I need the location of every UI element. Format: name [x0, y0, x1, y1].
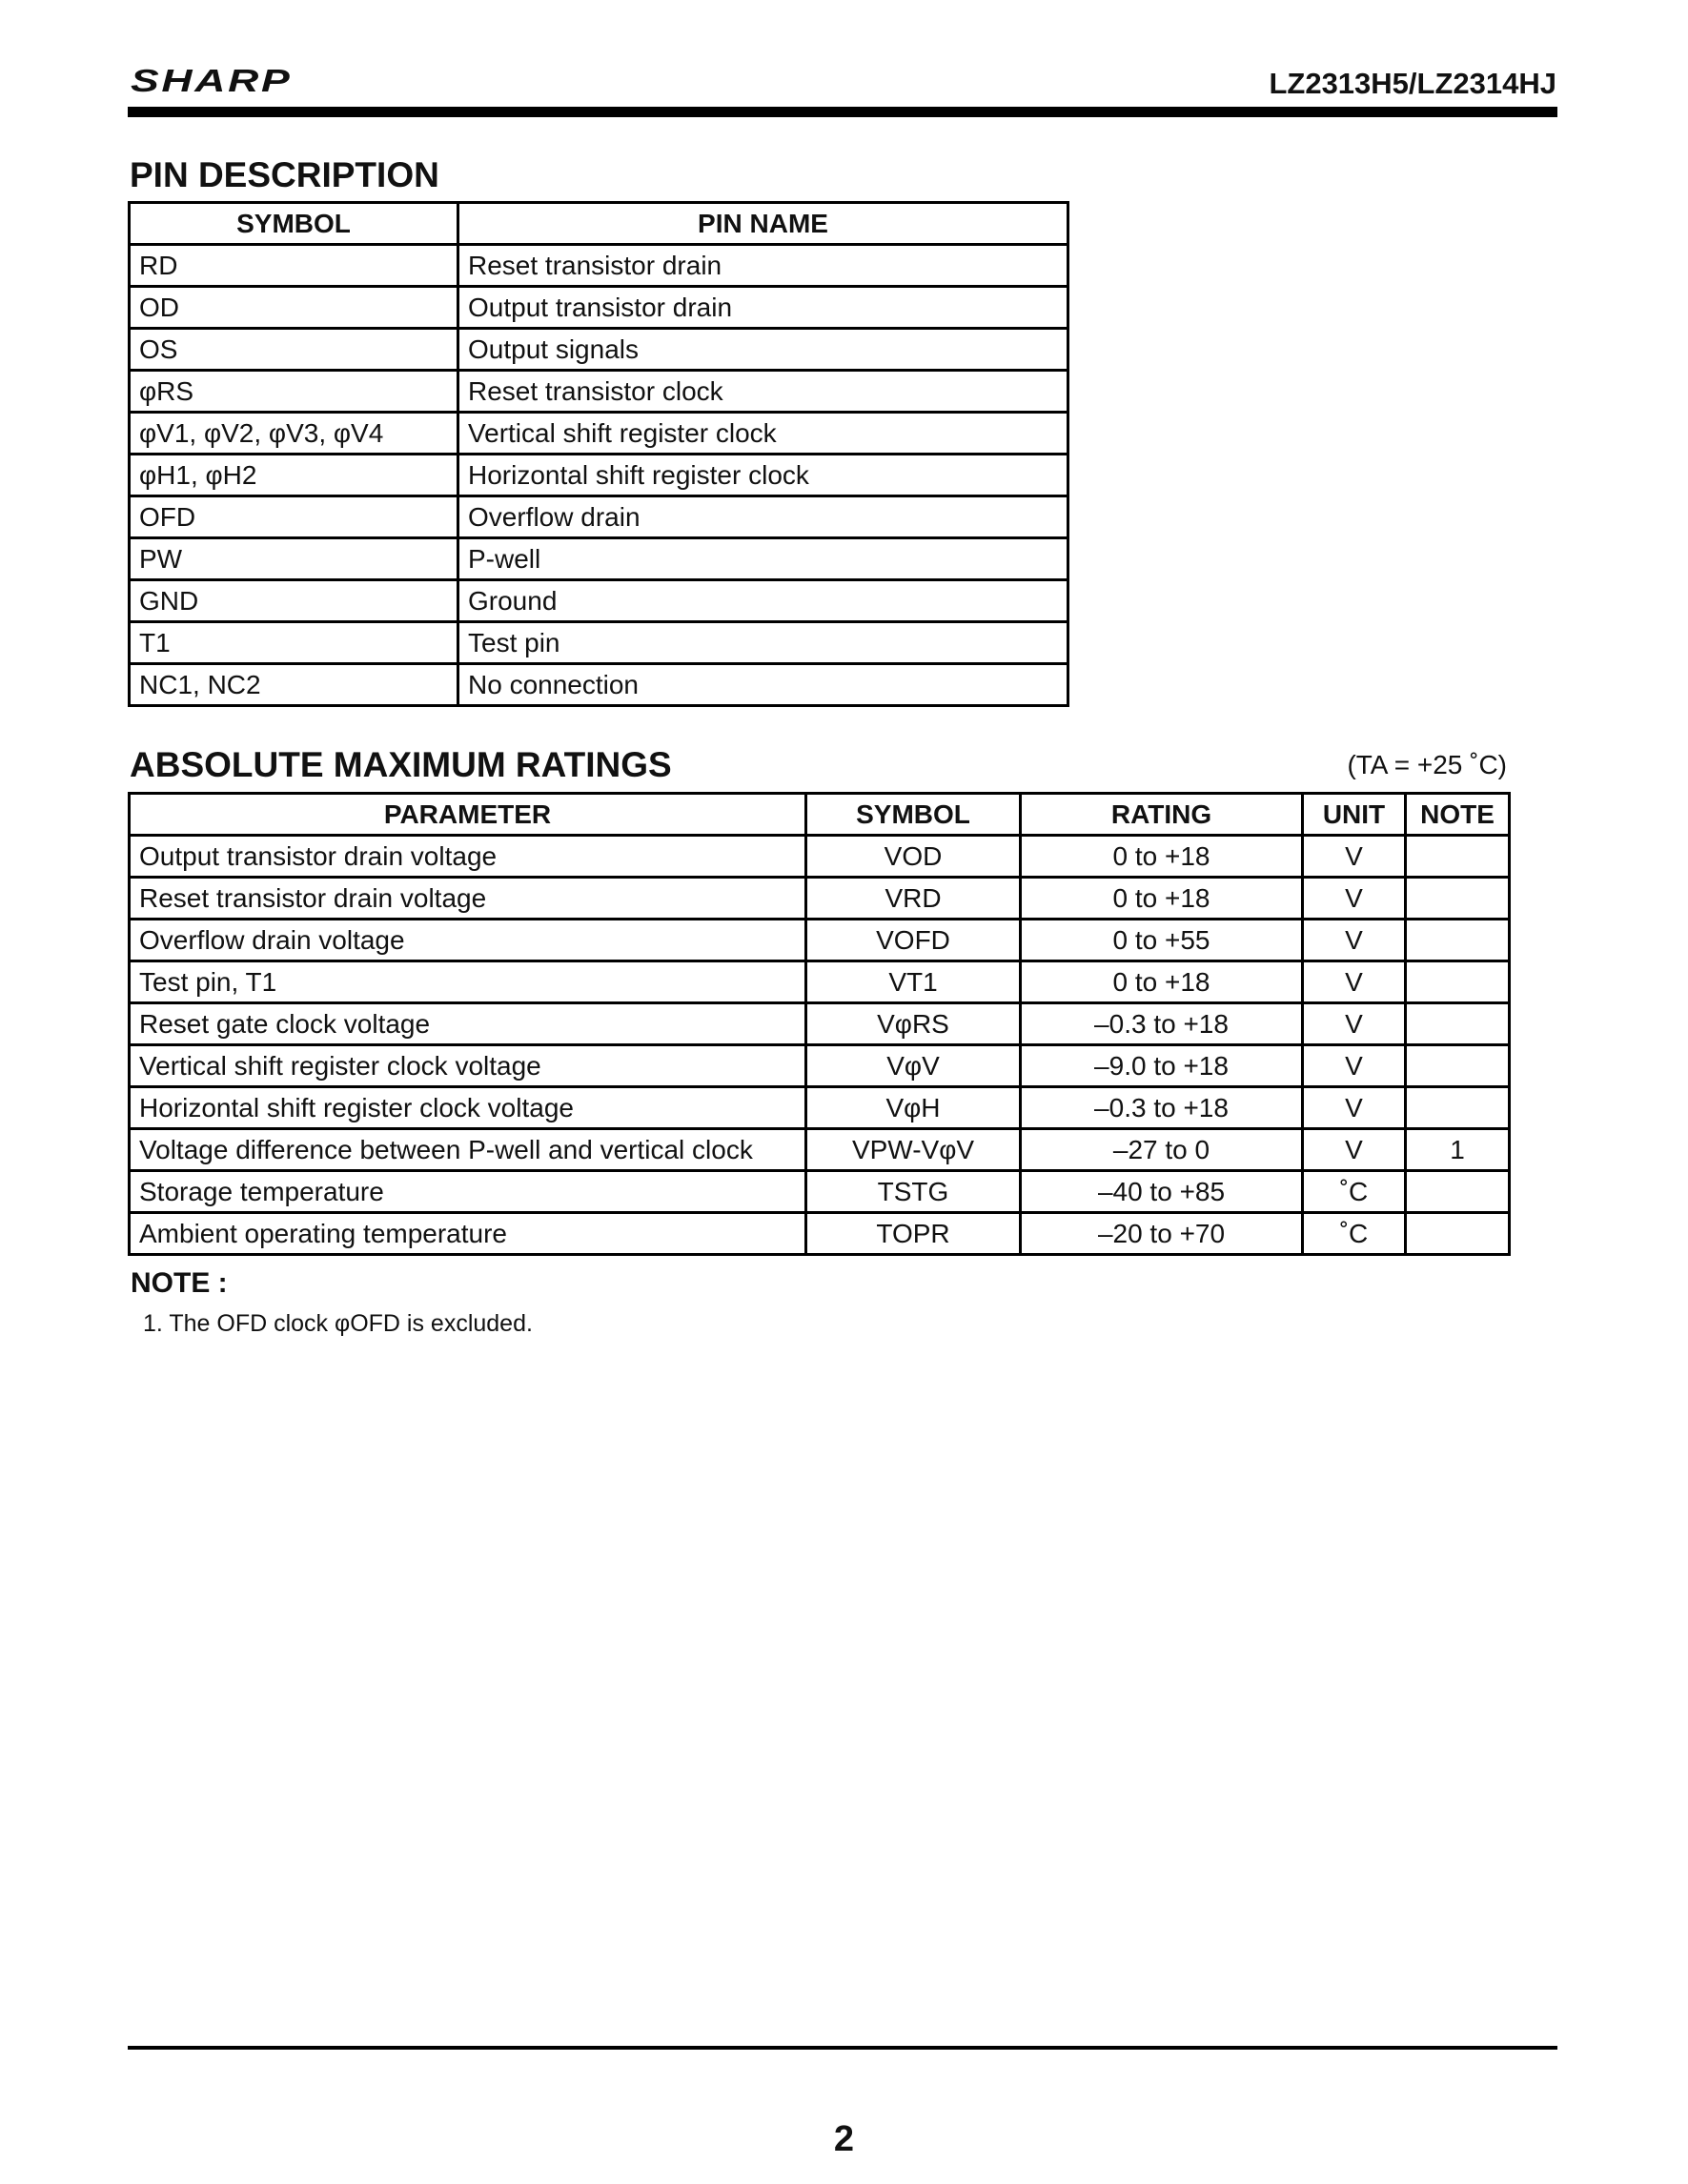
parameter-cell: Overflow drain voltage — [130, 920, 806, 961]
table-row — [130, 1087, 1510, 1129]
rating-cell: –27 to 0 — [1021, 1129, 1303, 1171]
column-header-unit: UNIT — [1303, 794, 1406, 836]
column-header-pin-name: PIN NAME — [458, 203, 1068, 245]
table-row — [130, 245, 1068, 287]
pin-name: No connection — [458, 664, 1068, 706]
table-row — [130, 1213, 1510, 1255]
parameter-cell: Reset gate clock voltage — [130, 1003, 806, 1045]
note-cell — [1406, 878, 1510, 920]
parameter-cell: Reset transistor drain voltage — [130, 878, 806, 920]
note-cell — [1406, 1003, 1510, 1045]
note-cell — [1406, 1171, 1510, 1213]
unit-cell: ˚C — [1303, 1213, 1406, 1255]
rating-cell: 0 to +18 — [1021, 836, 1303, 878]
pin-description-table — [128, 201, 1069, 707]
table-row — [130, 580, 1068, 622]
symbol-cell: TSTG — [806, 1171, 1021, 1213]
header-rule — [128, 107, 1557, 117]
unit-cell: V — [1303, 878, 1406, 920]
note-cell — [1406, 961, 1510, 1003]
unit-cell: V — [1303, 1087, 1406, 1129]
parameter-cell: Horizontal shift register clock voltage — [130, 1087, 806, 1129]
symbol-cell: VT1 — [806, 961, 1021, 1003]
pin-name: Horizontal shift register clock — [458, 455, 1068, 496]
sharp-logo: SHARP — [131, 63, 293, 98]
note-cell — [1406, 1213, 1510, 1255]
pin-symbol: T1 — [130, 622, 458, 664]
rating-cell: –9.0 to +18 — [1021, 1045, 1303, 1087]
pin-symbol: OFD — [130, 496, 458, 538]
ambient-condition: (TA = +25 ˚C) — [1347, 750, 1507, 779]
column-header-parameter: PARAMETER — [130, 794, 806, 836]
table-row — [130, 1129, 1510, 1171]
absolute-maximum-ratings-table — [128, 792, 1511, 1256]
pin-name: Test pin — [458, 622, 1068, 664]
parameter-cell: Storage temperature — [130, 1171, 806, 1213]
symbol-cell: VPW-VφV — [806, 1129, 1021, 1171]
column-header-note: NOTE — [1406, 794, 1510, 836]
pin-symbol: φV1, φV2, φV3, φV4 — [130, 413, 458, 455]
pin-name: Reset transistor clock — [458, 371, 1068, 413]
pin-name: Reset transistor drain — [458, 245, 1068, 287]
column-header-rating: RATING — [1021, 794, 1303, 836]
note-heading: NOTE : — [131, 1267, 228, 1299]
unit-cell: V — [1303, 836, 1406, 878]
table-row — [130, 920, 1510, 961]
document-number: LZ2313H5/LZ2314HJ — [1269, 67, 1556, 100]
pin-symbol: GND — [130, 580, 458, 622]
table-row — [130, 836, 1510, 878]
table-row — [130, 496, 1068, 538]
pin-name: Vertical shift register clock — [458, 413, 1068, 455]
table-row — [130, 371, 1068, 413]
pin-symbol: OD — [130, 287, 458, 329]
footer-rule — [128, 2046, 1557, 2050]
parameter-cell: Vertical shift register clock voltage — [130, 1045, 806, 1087]
pin-name: P-well — [458, 538, 1068, 580]
unit-cell: ˚C — [1303, 1171, 1406, 1213]
pin-symbol: PW — [130, 538, 458, 580]
rating-cell: 0 to +18 — [1021, 961, 1303, 1003]
pin-symbol: φH1, φH2 — [130, 455, 458, 496]
symbol-cell: VRD — [806, 878, 1021, 920]
table-row — [130, 664, 1068, 706]
rating-cell: 0 to +18 — [1021, 878, 1303, 920]
note-cell — [1406, 920, 1510, 961]
note-cell — [1406, 1045, 1510, 1087]
symbol-cell: VφV — [806, 1045, 1021, 1087]
rating-cell: –0.3 to +18 — [1021, 1087, 1303, 1129]
symbol-cell: TOPR — [806, 1213, 1021, 1255]
rating-cell: –20 to +70 — [1021, 1213, 1303, 1255]
column-header-symbol: SYMBOL — [130, 203, 458, 245]
note-cell: 1 — [1406, 1129, 1510, 1171]
absolute-maximum-ratings-title: ABSOLUTE MAXIMUM RATINGS — [130, 745, 672, 784]
rating-cell: –0.3 to +18 — [1021, 1003, 1303, 1045]
page-number: 2 — [833, 2119, 855, 2159]
table-row — [130, 961, 1510, 1003]
rating-cell: 0 to +55 — [1021, 920, 1303, 961]
pin-name: Output signals — [458, 329, 1068, 371]
symbol-cell: VφH — [806, 1087, 1021, 1129]
pin-symbol: RD — [130, 245, 458, 287]
pin-description-title: PIN DESCRIPTION — [130, 155, 439, 194]
table-row — [130, 1171, 1510, 1213]
parameter-cell: Output transistor drain voltage — [130, 836, 806, 878]
table-row — [130, 878, 1510, 920]
pin-symbol: OS — [130, 329, 458, 371]
unit-cell: V — [1303, 1045, 1406, 1087]
table-row — [130, 622, 1068, 664]
pin-symbol: φRS — [130, 371, 458, 413]
pin-name: Output transistor drain — [458, 287, 1068, 329]
parameter-cell: Voltage difference between P-well and vertical clock — [130, 1129, 806, 1171]
symbol-cell: VOD — [806, 836, 1021, 878]
unit-cell: V — [1303, 961, 1406, 1003]
table-row — [130, 287, 1068, 329]
pin-name: Overflow drain — [458, 496, 1068, 538]
symbol-cell: VOFD — [806, 920, 1021, 961]
note-item: 1. The OFD clock φOFD is excluded. — [143, 1310, 533, 1337]
pin-symbol: NC1, NC2 — [130, 664, 458, 706]
unit-cell: V — [1303, 920, 1406, 961]
table-row — [130, 1003, 1510, 1045]
unit-cell: V — [1303, 1129, 1406, 1171]
table-row — [130, 329, 1068, 371]
table-row — [130, 538, 1068, 580]
table-row — [130, 413, 1068, 455]
parameter-cell: Ambient operating temperature — [130, 1213, 806, 1255]
unit-cell: V — [1303, 1003, 1406, 1045]
table-row — [130, 1045, 1510, 1087]
column-header-symbol: SYMBOL — [806, 794, 1021, 836]
rating-cell: –40 to +85 — [1021, 1171, 1303, 1213]
pin-name: Ground — [458, 580, 1068, 622]
parameter-cell: Test pin, T1 — [130, 961, 806, 1003]
note-cell — [1406, 1087, 1510, 1129]
note-cell — [1406, 836, 1510, 878]
symbol-cell: VφRS — [806, 1003, 1021, 1045]
table-row — [130, 455, 1068, 496]
